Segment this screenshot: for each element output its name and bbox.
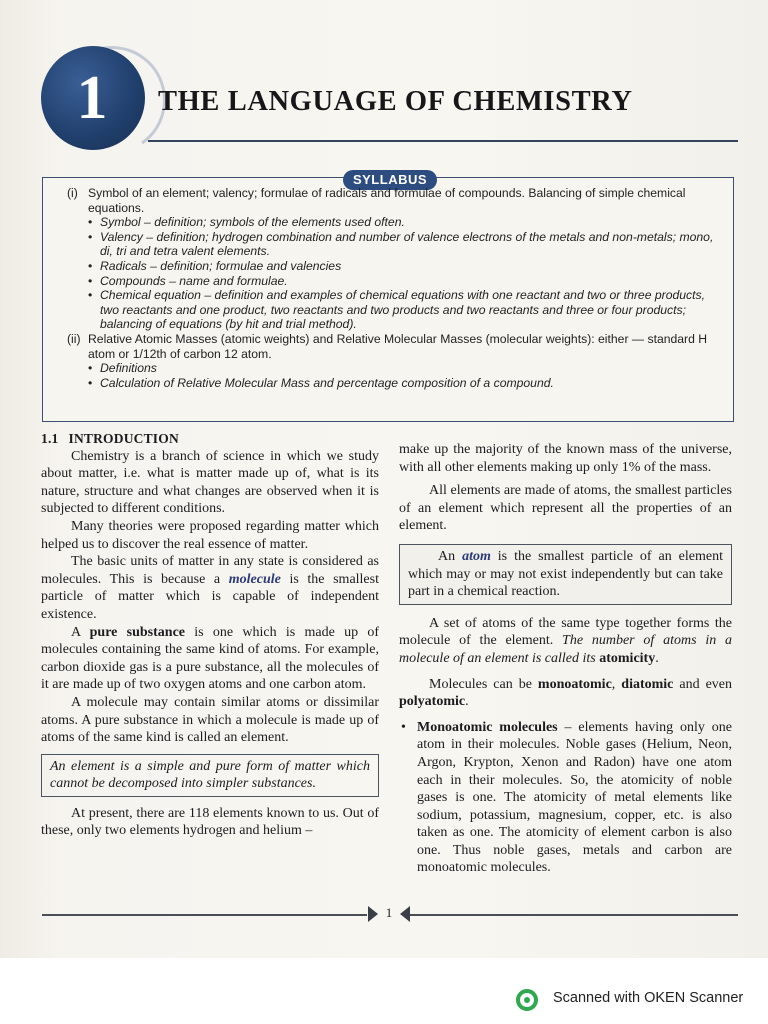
- footer-arrow-left: [368, 906, 378, 922]
- paragraph: make up the majority of the known mass of the universe, with all other elements making up only 1% of the mass.: [399, 442, 732, 475]
- text-run: is the smallest particle of an element which may or may not exist independently but can take part in a chemical reaction.: [408, 548, 723, 600]
- atom-definition-box: [399, 544, 732, 605]
- syllabus-bullets: [67, 361, 719, 390]
- text-run: Molecules can be: [429, 676, 538, 692]
- paragraph: [41, 624, 379, 694]
- keyword-pure-substance: pure substance: [89, 624, 185, 640]
- keyword-monoatomic-molecules: Monoatomic molecules: [417, 719, 558, 735]
- syllabus-bullet: • Chemical equation – definition and examples of chemical equations with one reactant and two or three products, two reactants and one product, two reactants and two products and two reactants and three or four products; balancing of equations (by hit and trial method).: [100, 288, 719, 332]
- section-heading: [41, 430, 379, 448]
- text-run: is the smallest particle of matter which is capable of independent existence.: [41, 571, 379, 622]
- footer-rule-left: [42, 914, 367, 916]
- section-number: 1.1: [41, 431, 59, 446]
- keyword-molecule: molecule: [228, 571, 281, 587]
- text-run: is one which is made up of molecules containing the same kind of atoms. For example, carbon dioxide gas is a pure substance, all the molecules of it are made up of two oxygen atoms and one carbon atom.: [41, 624, 380, 693]
- paragraph: [399, 615, 732, 668]
- text-run: – elements having only one atom in their molecules. Noble gases (Helium, Neon, Argon, Krypton, Xenon and Radon) have one atom each in their molecules. So, the atomicity of noble gases is one. The atomicity of metal elements like sodium, potassium, magnesium, copper, etc. is also taken as one. The atomicity of element carbon is also one. Thus noble gases, metals and carbon are monoatomic molecules.: [417, 719, 733, 876]
- text-run: .: [465, 694, 469, 710]
- syllabus-bullet: • Calculation of Relative Molecular Mass and percentage composition of a compound.: [100, 376, 719, 391]
- text-run: A: [71, 624, 90, 640]
- syllabus-item-text: Symbol of an element; valency; formulae of radicals and formulae of compounds. Balancing of simple chemical equations.: [88, 186, 686, 215]
- syllabus-bullet: • Radicals – definition; formulae and valencies: [100, 259, 719, 274]
- syllabus-content: [67, 186, 719, 390]
- footer-arrow-right: [400, 906, 410, 922]
- syllabus-bullet: • Definitions: [100, 361, 719, 376]
- page-number: 1: [385, 905, 393, 920]
- left-column: [41, 430, 379, 840]
- syllabus-badge: SYLLABUS: [343, 170, 437, 190]
- title-underline: [148, 140, 738, 142]
- syllabus-item-number: (i): [67, 186, 78, 200]
- syllabus-item: [67, 186, 719, 332]
- paragraph: [399, 676, 732, 711]
- paragraph: All elements are made of atoms, the smallest particles of an element which represent all the properties of an element.: [399, 483, 732, 534]
- chapter-title: THE LANGUAGE OF CHEMISTRY: [158, 86, 633, 117]
- element-definition-box: An element is a simple and pure form of matter which cannot be decomposed into simpler substances.: [41, 754, 379, 797]
- syllabus-item-text: Relative Atomic Masses (atomic weights) and Relative Molecular Masses (molecular weights): either — standard H atom or 1/12th of carbon 12 atom.: [88, 331, 708, 361]
- keyword-diatomic: diatomic: [621, 676, 674, 692]
- footer-rule-right: [410, 914, 738, 916]
- syllabus-bullet: • Compounds – name and formulae.: [100, 274, 719, 289]
- bullet-item: [399, 719, 732, 877]
- syllabus-item: [67, 332, 719, 390]
- syllabus-bullet: • Symbol – definition; symbols of the elements used often.: [100, 215, 719, 230]
- right-column: [399, 441, 732, 877]
- oken-scanner-logo-icon: [516, 989, 538, 1011]
- paragraph: A molecule may contain similar atoms or dissimilar atoms. A pure substance in which a molecule is made up of atoms of the same kind is called an element.: [41, 694, 379, 746]
- paragraph: [41, 553, 379, 623]
- paragraph: At present, there are 118 elements known to us. Out of these, only two elements hydrogen and helium –: [41, 805, 379, 839]
- paragraph: Many theories were proposed regarding matter which helped us to discover the real essence of matter.: [41, 518, 379, 552]
- chapter-number: 1: [76, 64, 108, 132]
- text-run: .: [655, 650, 659, 666]
- syllabus-item-number: (ii): [67, 331, 81, 346]
- syllabus-bullet: • Valency – definition; hydrogen combination and number of valence electrons of the metals and non-metals; mono, di, tri and tetra valent elements.: [100, 230, 719, 259]
- text-run: ,: [611, 676, 622, 692]
- text-run: and even: [673, 676, 732, 692]
- keyword-atom: atom: [462, 548, 491, 564]
- keyword-polyatomic: polyatomic: [399, 694, 466, 710]
- scanner-watermark-text: Scanned with OKEN Scanner: [553, 990, 744, 1006]
- syllabus-bullets: [67, 215, 719, 332]
- text-run: The basic units of matter in any state is considered as molecules. This is because a: [41, 554, 379, 587]
- text-run: An: [438, 548, 463, 564]
- keyword-monoatomic: monoatomic: [537, 676, 612, 692]
- text-run-italic: The number of atoms in a molecule of an element is called its: [399, 633, 732, 666]
- paragraph: Chemistry is a branch of science in which we study about matter, i.e. what is matter made up of, what is its nature, structure and what changes are observed when it is subjected to different conditions.: [41, 448, 379, 517]
- keyword-atomicity: atomicity: [599, 650, 656, 666]
- section-title: INTRODUCTION: [68, 431, 179, 446]
- text-run: A set of atoms of the same type together forms the molecule of the element.: [399, 615, 732, 649]
